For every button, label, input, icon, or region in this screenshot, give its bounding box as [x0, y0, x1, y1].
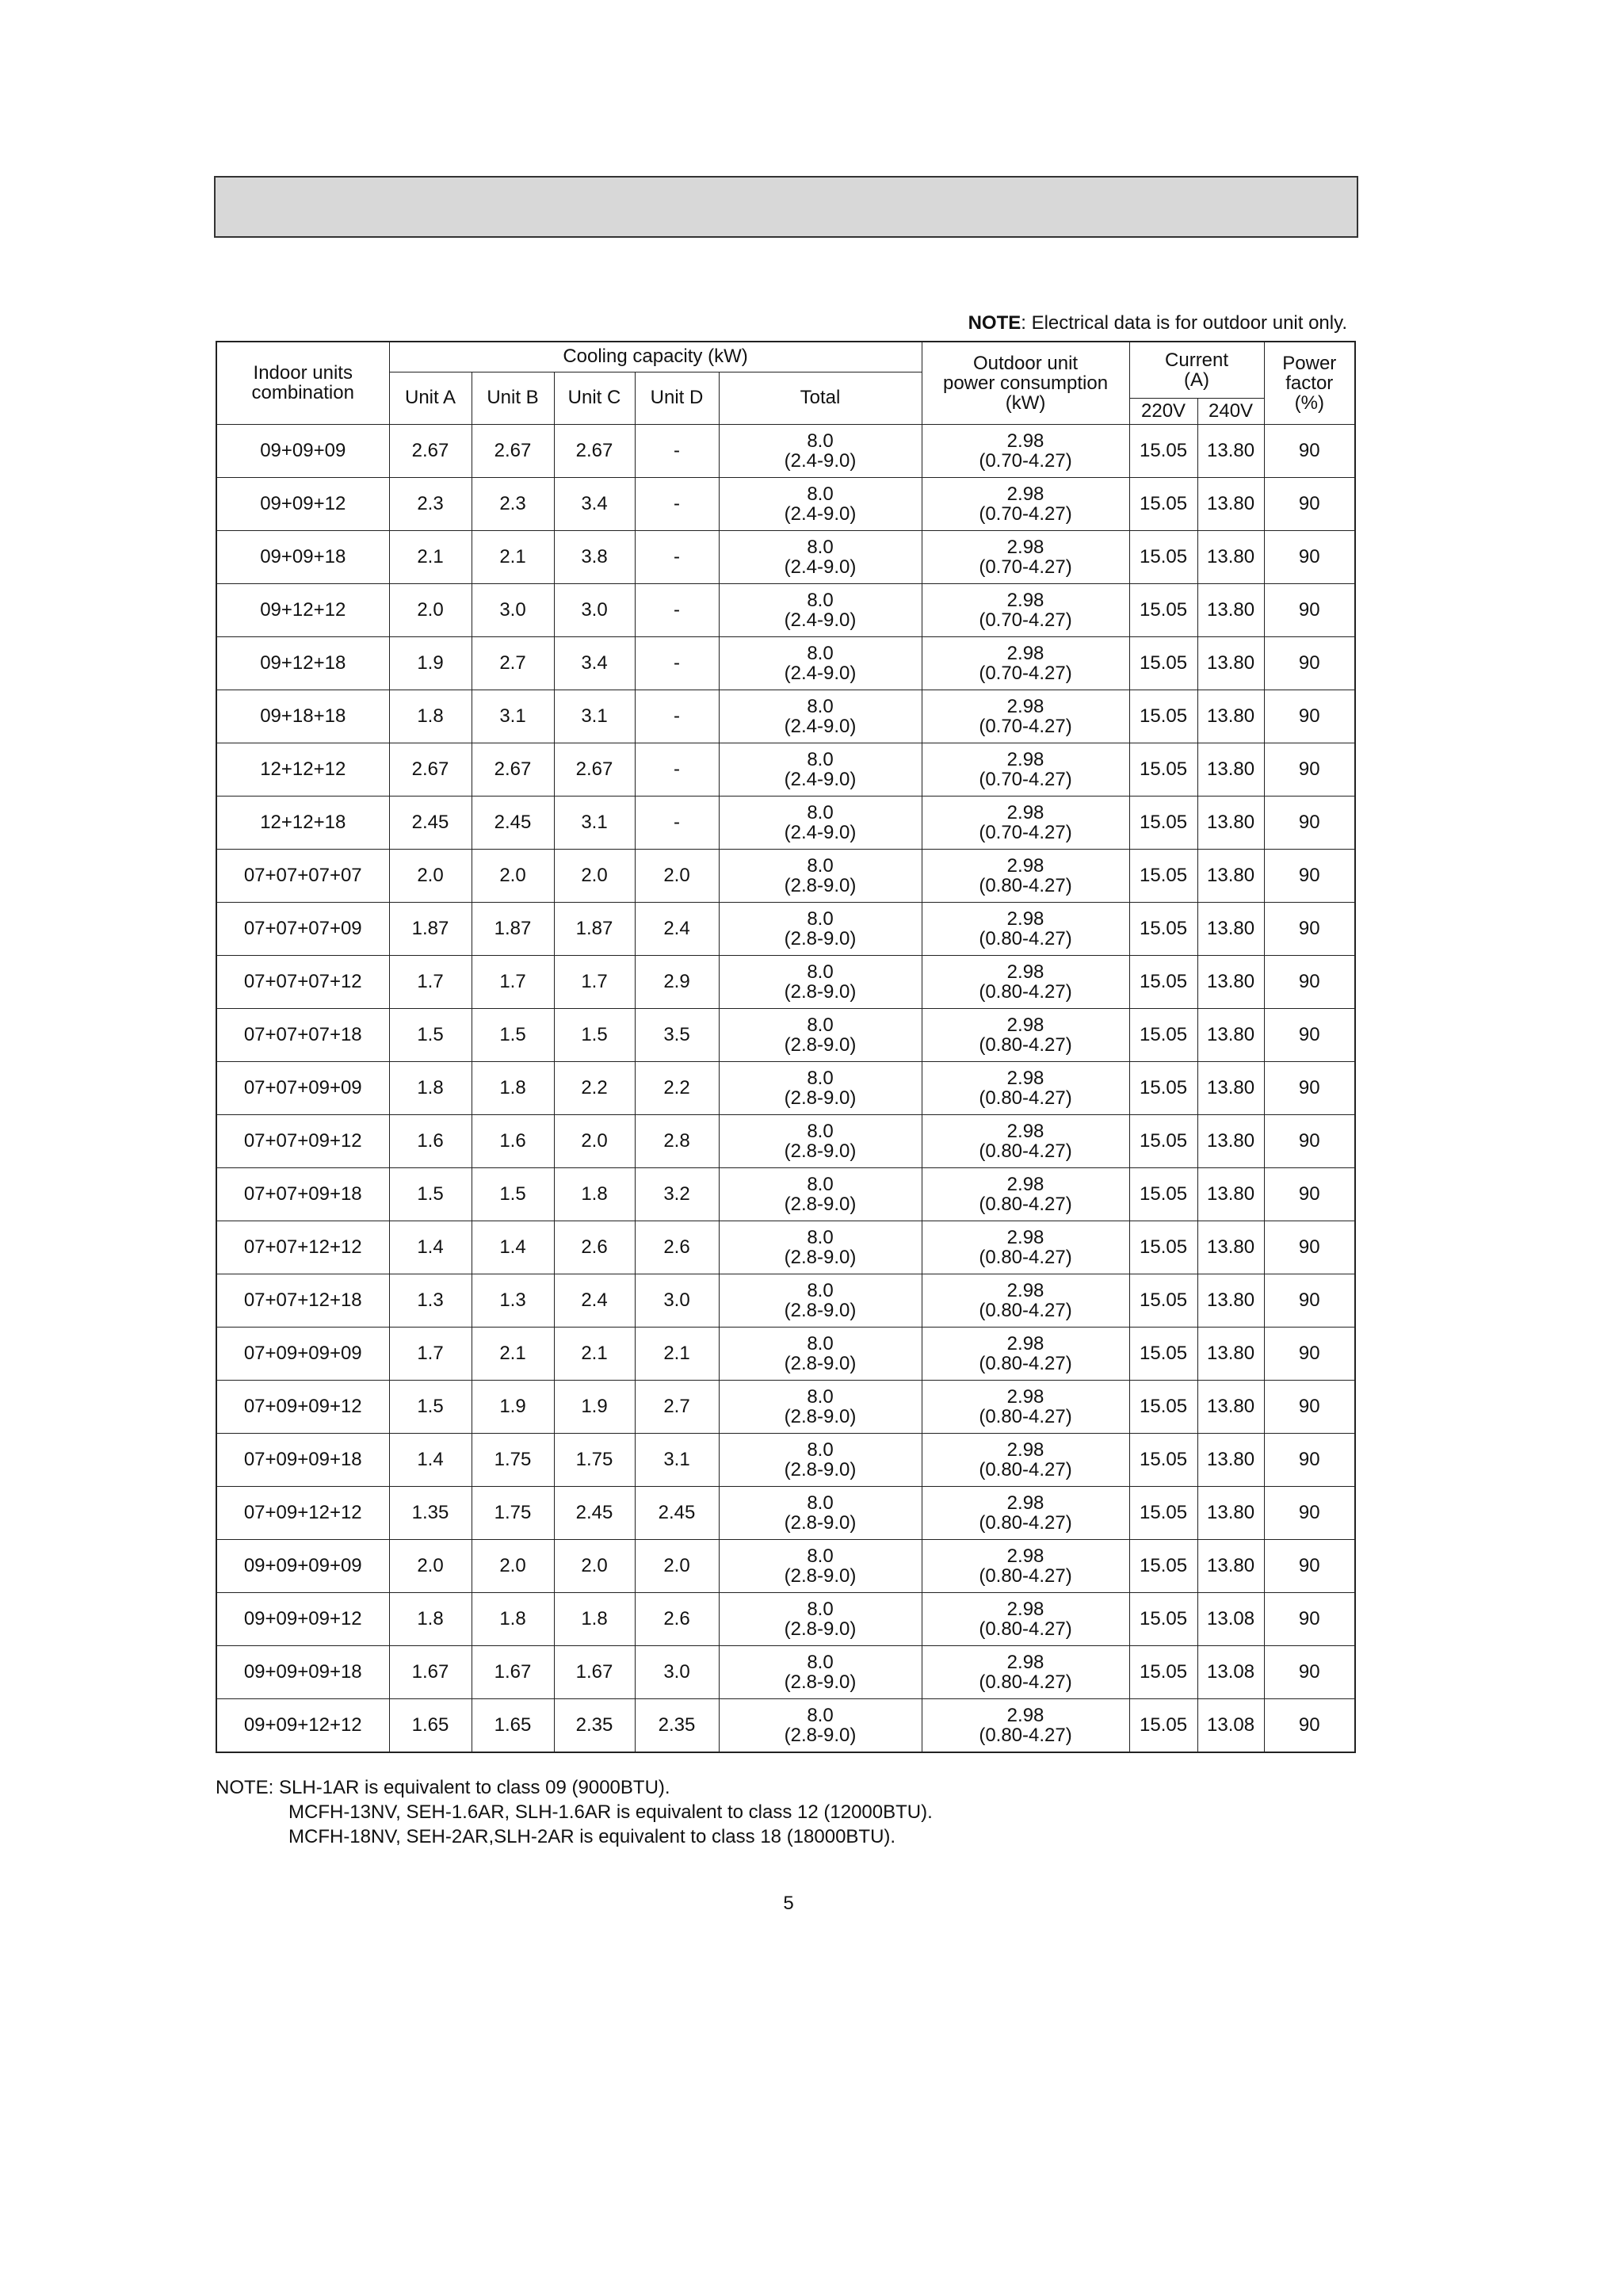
- note-line-1: NOTE: SLH-1AR is equivalent to class 09 (9000BTU).: [216, 1777, 670, 1798]
- cell-current-220v: 15.05: [1129, 1008, 1197, 1061]
- header-cooling-capacity: Cooling capacity (kW): [389, 342, 922, 372]
- cell-unit-c: 3.4: [554, 477, 635, 530]
- cell-unit-d: 2.4: [635, 902, 719, 955]
- cell-power-factor: 90: [1264, 1698, 1355, 1752]
- header-indoor-units: Indoor units combination: [216, 342, 389, 424]
- cell-combination: 07+07+07+12: [216, 955, 389, 1008]
- cell-current-220v: 15.05: [1129, 477, 1197, 530]
- table-row: [216, 477, 1355, 530]
- cell-total: 8.0 (2.4-9.0): [719, 583, 922, 636]
- header-outdoor-power: Outdoor unit power consumption (kW): [922, 342, 1129, 424]
- cell-power-factor: 90: [1264, 690, 1355, 743]
- cell-total: 8.0 (2.8-9.0): [719, 1645, 922, 1698]
- cell-unit-d: 2.7: [635, 1380, 719, 1433]
- table-row: [216, 1539, 1355, 1592]
- cell-current-240v: 13.80: [1197, 796, 1264, 849]
- cell-unit-b: 1.3: [472, 1274, 554, 1327]
- cell-combination: 09+09+12: [216, 477, 389, 530]
- cell-unit-a: 2.0: [389, 583, 472, 636]
- cell-combination: 09+12+12: [216, 583, 389, 636]
- header-current: Current (A): [1129, 342, 1264, 398]
- cell-power-factor: 90: [1264, 1274, 1355, 1327]
- cell-current-240v: 13.80: [1197, 1380, 1264, 1433]
- table-row: [216, 1221, 1355, 1274]
- cell-unit-d: -: [635, 796, 719, 849]
- cell-unit-c: 2.0: [554, 849, 635, 902]
- cell-power: 2.98 (0.80-4.27): [922, 1539, 1129, 1592]
- cell-unit-a: 2.67: [389, 743, 472, 796]
- header-total: Total: [719, 372, 922, 424]
- note-text: : Electrical data is for outdoor unit only.: [1021, 312, 1347, 334]
- cell-unit-a: 1.8: [389, 1592, 472, 1645]
- cell-combination: 12+12+12: [216, 743, 389, 796]
- cell-current-240v: 13.80: [1197, 1486, 1264, 1539]
- header-power-factor: Power factor (%): [1264, 342, 1355, 424]
- cell-power: 2.98 (0.80-4.27): [922, 1380, 1129, 1433]
- cell-total: 8.0 (2.4-9.0): [719, 530, 922, 583]
- cell-unit-a: 1.8: [389, 690, 472, 743]
- table-row: [216, 690, 1355, 743]
- cell-combination: 07+09+09+18: [216, 1433, 389, 1486]
- cell-power-factor: 90: [1264, 1380, 1355, 1433]
- table-row: [216, 1645, 1355, 1698]
- cell-total: 8.0 (2.8-9.0): [719, 1486, 922, 1539]
- cell-unit-c: 1.8: [554, 1167, 635, 1221]
- cell-unit-a: 1.67: [389, 1645, 472, 1698]
- header-unit-b: Unit B: [472, 372, 554, 424]
- cell-unit-d: 2.0: [635, 1539, 719, 1592]
- table-row: [216, 743, 1355, 796]
- cell-unit-b: 2.67: [472, 743, 554, 796]
- cell-unit-a: 2.67: [389, 424, 472, 477]
- cell-current-220v: 15.05: [1129, 583, 1197, 636]
- cell-current-220v: 15.05: [1129, 1698, 1197, 1752]
- cell-power-factor: 90: [1264, 636, 1355, 690]
- cell-total: 8.0 (2.4-9.0): [719, 424, 922, 477]
- cell-current-240v: 13.80: [1197, 955, 1264, 1008]
- cell-unit-a: 2.45: [389, 796, 472, 849]
- cell-power: 2.98 (0.70-4.27): [922, 477, 1129, 530]
- cell-unit-b: 1.5: [472, 1167, 554, 1221]
- cell-current-240v: 13.80: [1197, 530, 1264, 583]
- cell-unit-c: 2.6: [554, 1221, 635, 1274]
- cell-total: 8.0 (2.4-9.0): [719, 796, 922, 849]
- cell-unit-d: 3.5: [635, 1008, 719, 1061]
- cell-power: 2.98 (0.80-4.27): [922, 955, 1129, 1008]
- cell-power: 2.98 (0.80-4.27): [922, 1592, 1129, 1645]
- cell-current-220v: 15.05: [1129, 1274, 1197, 1327]
- cell-current-220v: 15.05: [1129, 743, 1197, 796]
- cell-power-factor: 90: [1264, 1645, 1355, 1698]
- cell-power-factor: 90: [1264, 1114, 1355, 1167]
- cell-current-240v: 13.08: [1197, 1698, 1264, 1752]
- cell-combination: 07+07+07+09: [216, 902, 389, 955]
- cell-unit-b: 2.3: [472, 477, 554, 530]
- cell-power-factor: 90: [1264, 1061, 1355, 1114]
- cell-total: 8.0 (2.8-9.0): [719, 1167, 922, 1221]
- cell-unit-b: 2.7: [472, 636, 554, 690]
- cell-unit-a: 1.3: [389, 1274, 472, 1327]
- cell-total: 8.0 (2.4-9.0): [719, 690, 922, 743]
- cell-current-240v: 13.08: [1197, 1592, 1264, 1645]
- cell-unit-a: 1.35: [389, 1486, 472, 1539]
- cell-unit-c: 3.4: [554, 636, 635, 690]
- cell-power: 2.98 (0.80-4.27): [922, 1114, 1129, 1167]
- table-row: [216, 424, 1355, 477]
- cell-unit-d: -: [635, 636, 719, 690]
- cell-current-240v: 13.80: [1197, 1167, 1264, 1221]
- cell-combination: 09+12+18: [216, 636, 389, 690]
- table-row: [216, 902, 1355, 955]
- page-number: 5: [783, 1893, 794, 1914]
- cell-unit-a: 1.9: [389, 636, 472, 690]
- cell-power: 2.98 (0.80-4.27): [922, 1698, 1129, 1752]
- cell-unit-d: 2.6: [635, 1592, 719, 1645]
- cell-unit-a: 1.8: [389, 1061, 472, 1114]
- cell-unit-c: 2.67: [554, 743, 635, 796]
- cell-current-220v: 15.05: [1129, 1061, 1197, 1114]
- cell-total: 8.0 (2.8-9.0): [719, 1274, 922, 1327]
- cell-power: 2.98 (0.80-4.27): [922, 849, 1129, 902]
- cell-combination: 07+09+09+12: [216, 1380, 389, 1433]
- cell-unit-d: 2.2: [635, 1061, 719, 1114]
- cell-unit-b: 1.5: [472, 1008, 554, 1061]
- cell-unit-c: 1.9: [554, 1380, 635, 1433]
- cell-unit-d: 2.1: [635, 1327, 719, 1380]
- cell-current-240v: 13.80: [1197, 902, 1264, 955]
- table-row: [216, 1274, 1355, 1327]
- cell-current-240v: 13.80: [1197, 477, 1264, 530]
- cell-current-220v: 15.05: [1129, 636, 1197, 690]
- cell-power: 2.98 (0.80-4.27): [922, 1274, 1129, 1327]
- cell-power-factor: 90: [1264, 1008, 1355, 1061]
- cell-current-240v: 13.80: [1197, 743, 1264, 796]
- cell-total: 8.0 (2.8-9.0): [719, 1592, 922, 1645]
- cell-power: 2.98 (0.80-4.27): [922, 1433, 1129, 1486]
- cell-power-factor: 90: [1264, 1167, 1355, 1221]
- cell-power-factor: 90: [1264, 1433, 1355, 1486]
- note-line-2: MCFH-13NV, SEH-1.6AR, SLH-1.6AR is equivalent to class 12 (12000BTU).: [288, 1801, 933, 1823]
- table-row: [216, 849, 1355, 902]
- cell-unit-b: 2.45: [472, 796, 554, 849]
- cell-unit-a: 2.0: [389, 849, 472, 902]
- cell-unit-a: 1.7: [389, 1327, 472, 1380]
- table-row: [216, 1061, 1355, 1114]
- cell-current-220v: 15.05: [1129, 424, 1197, 477]
- cell-total: 8.0 (2.8-9.0): [719, 1433, 922, 1486]
- cell-unit-b: 1.9: [472, 1380, 554, 1433]
- cell-unit-b: 1.6: [472, 1114, 554, 1167]
- table-row: [216, 1698, 1355, 1752]
- cell-combination: 09+09+18: [216, 530, 389, 583]
- cell-unit-c: 2.67: [554, 424, 635, 477]
- cell-unit-b: 2.1: [472, 1327, 554, 1380]
- cell-power-factor: 90: [1264, 796, 1355, 849]
- cell-power: 2.98 (0.80-4.27): [922, 902, 1129, 955]
- cell-current-220v: 15.05: [1129, 849, 1197, 902]
- cell-power: 2.98 (0.80-4.27): [922, 1167, 1129, 1221]
- cell-unit-c: 2.4: [554, 1274, 635, 1327]
- cell-unit-c: 3.0: [554, 583, 635, 636]
- cell-unit-c: 3.1: [554, 796, 635, 849]
- cell-current-220v: 15.05: [1129, 1592, 1197, 1645]
- cell-unit-b: 1.65: [472, 1698, 554, 1752]
- cell-power: 2.98 (0.80-4.27): [922, 1327, 1129, 1380]
- cell-unit-d: -: [635, 690, 719, 743]
- cell-current-240v: 13.80: [1197, 1433, 1264, 1486]
- cell-power-factor: 90: [1264, 743, 1355, 796]
- cell-combination: 07+07+12+12: [216, 1221, 389, 1274]
- cell-power: 2.98 (0.80-4.27): [922, 1008, 1129, 1061]
- cell-current-240v: 13.80: [1197, 1327, 1264, 1380]
- cell-current-220v: 15.05: [1129, 1114, 1197, 1167]
- cell-combination: 09+09+09+09: [216, 1539, 389, 1592]
- table-row: [216, 955, 1355, 1008]
- cell-power: 2.98 (0.80-4.27): [922, 1645, 1129, 1698]
- cell-current-240v: 13.80: [1197, 849, 1264, 902]
- cell-unit-d: 2.9: [635, 955, 719, 1008]
- cell-unit-d: -: [635, 530, 719, 583]
- cell-current-220v: 15.05: [1129, 902, 1197, 955]
- cell-current-220v: 15.05: [1129, 1221, 1197, 1274]
- cell-unit-b: 1.75: [472, 1433, 554, 1486]
- cell-current-240v: 13.80: [1197, 636, 1264, 690]
- cell-current-220v: 15.05: [1129, 955, 1197, 1008]
- table-row: [216, 1380, 1355, 1433]
- cell-combination: 12+12+18: [216, 796, 389, 849]
- cell-unit-a: 1.5: [389, 1008, 472, 1061]
- cell-unit-b: 2.67: [472, 424, 554, 477]
- cell-unit-d: 3.1: [635, 1433, 719, 1486]
- cell-combination: 07+09+09+09: [216, 1327, 389, 1380]
- table-row: [216, 1592, 1355, 1645]
- cell-total: 8.0 (2.8-9.0): [719, 1698, 922, 1752]
- cell-power-factor: 90: [1264, 477, 1355, 530]
- cell-total: 8.0 (2.8-9.0): [719, 1008, 922, 1061]
- cell-unit-b: 1.7: [472, 955, 554, 1008]
- cell-current-240v: 13.08: [1197, 1645, 1264, 1698]
- cell-total: 8.0 (2.8-9.0): [719, 1221, 922, 1274]
- cell-unit-c: 3.8: [554, 530, 635, 583]
- cell-unit-d: 2.45: [635, 1486, 719, 1539]
- cell-combination: 09+09+09: [216, 424, 389, 477]
- cell-unit-c: 1.5: [554, 1008, 635, 1061]
- cell-unit-a: 1.5: [389, 1380, 472, 1433]
- header-220v: 220V: [1129, 398, 1197, 424]
- cell-total: 8.0 (2.8-9.0): [719, 1114, 922, 1167]
- cell-power-factor: 90: [1264, 1592, 1355, 1645]
- cell-current-220v: 15.05: [1129, 1645, 1197, 1698]
- cell-unit-b: 1.75: [472, 1486, 554, 1539]
- cell-unit-c: 2.2: [554, 1061, 635, 1114]
- cell-current-220v: 15.05: [1129, 796, 1197, 849]
- cell-power-factor: 90: [1264, 1327, 1355, 1380]
- cell-current-220v: 15.05: [1129, 1327, 1197, 1380]
- cell-unit-a: 1.7: [389, 955, 472, 1008]
- cell-combination: 09+09+09+18: [216, 1645, 389, 1698]
- table-row: [216, 1433, 1355, 1486]
- table-row: [216, 636, 1355, 690]
- cell-current-240v: 13.80: [1197, 1539, 1264, 1592]
- cell-power: 2.98 (0.70-4.27): [922, 690, 1129, 743]
- cell-unit-d: 3.0: [635, 1645, 719, 1698]
- cell-unit-b: 3.0: [472, 583, 554, 636]
- cell-unit-a: 1.4: [389, 1433, 472, 1486]
- cell-combination: 07+07+12+18: [216, 1274, 389, 1327]
- cell-current-220v: 15.05: [1129, 1486, 1197, 1539]
- table-row: [216, 1486, 1355, 1539]
- section-header-bar: [214, 176, 1358, 238]
- cell-unit-d: 3.0: [635, 1274, 719, 1327]
- cell-unit-b: 3.1: [472, 690, 554, 743]
- cell-unit-c: 3.1: [554, 690, 635, 743]
- cell-power-factor: 90: [1264, 530, 1355, 583]
- cell-unit-b: 1.8: [472, 1061, 554, 1114]
- cell-unit-d: -: [635, 424, 719, 477]
- header-240v: 240V: [1197, 398, 1264, 424]
- cell-total: 8.0 (2.8-9.0): [719, 1327, 922, 1380]
- cell-unit-b: 2.0: [472, 1539, 554, 1592]
- cell-power: 2.98 (0.70-4.27): [922, 530, 1129, 583]
- cell-unit-b: 1.4: [472, 1221, 554, 1274]
- cell-power: 2.98 (0.70-4.27): [922, 424, 1129, 477]
- cell-unit-d: 2.35: [635, 1698, 719, 1752]
- cell-combination: 07+07+09+09: [216, 1061, 389, 1114]
- cell-combination: 07+07+07+18: [216, 1008, 389, 1061]
- cell-power: 2.98 (0.70-4.27): [922, 583, 1129, 636]
- cell-unit-d: 3.2: [635, 1167, 719, 1221]
- cell-unit-b: 2.1: [472, 530, 554, 583]
- cell-current-240v: 13.80: [1197, 1114, 1264, 1167]
- cell-combination: 09+09+09+12: [216, 1592, 389, 1645]
- cell-power: 2.98 (0.70-4.27): [922, 636, 1129, 690]
- cell-unit-c: 1.75: [554, 1433, 635, 1486]
- cell-power-factor: 90: [1264, 424, 1355, 477]
- cell-total: 8.0 (2.8-9.0): [719, 955, 922, 1008]
- cell-total: 8.0 (2.8-9.0): [719, 1061, 922, 1114]
- cell-current-220v: 15.05: [1129, 530, 1197, 583]
- cell-combination: 07+07+09+12: [216, 1114, 389, 1167]
- cell-unit-d: 2.0: [635, 849, 719, 902]
- cell-unit-c: 2.0: [554, 1114, 635, 1167]
- cell-power: 2.98 (0.70-4.27): [922, 743, 1129, 796]
- cell-unit-b: 1.87: [472, 902, 554, 955]
- cell-current-240v: 13.80: [1197, 1008, 1264, 1061]
- header-unit-a: Unit A: [389, 372, 472, 424]
- electrical-note: [792, 312, 1347, 334]
- cell-unit-d: 2.6: [635, 1221, 719, 1274]
- cell-unit-d: -: [635, 583, 719, 636]
- cell-unit-c: 1.67: [554, 1645, 635, 1698]
- header-unit-c: Unit C: [554, 372, 635, 424]
- cell-power-factor: 90: [1264, 1221, 1355, 1274]
- cell-total: 8.0 (2.4-9.0): [719, 477, 922, 530]
- cell-unit-a: 1.6: [389, 1114, 472, 1167]
- cell-unit-d: -: [635, 477, 719, 530]
- cell-current-220v: 15.05: [1129, 1539, 1197, 1592]
- note-label: NOTE: [968, 312, 1021, 334]
- cell-unit-a: 1.65: [389, 1698, 472, 1752]
- table-row: [216, 583, 1355, 636]
- cell-current-240v: 13.80: [1197, 424, 1264, 477]
- cell-current-240v: 13.80: [1197, 1061, 1264, 1114]
- cell-current-220v: 15.05: [1129, 1167, 1197, 1221]
- cell-combination: 09+18+18: [216, 690, 389, 743]
- cell-unit-c: 1.7: [554, 955, 635, 1008]
- cell-unit-a: 2.3: [389, 477, 472, 530]
- cell-current-220v: 15.05: [1129, 690, 1197, 743]
- cell-combination: 07+07+09+18: [216, 1167, 389, 1221]
- cell-power: 2.98 (0.80-4.27): [922, 1061, 1129, 1114]
- cell-unit-c: 2.45: [554, 1486, 635, 1539]
- cell-unit-b: 2.0: [472, 849, 554, 902]
- cell-unit-c: 2.35: [554, 1698, 635, 1752]
- cell-combination: 07+07+07+07: [216, 849, 389, 902]
- cell-current-220v: 15.05: [1129, 1433, 1197, 1486]
- cell-unit-c: 2.0: [554, 1539, 635, 1592]
- cell-power-factor: 90: [1264, 1486, 1355, 1539]
- cell-unit-c: 1.87: [554, 902, 635, 955]
- cell-unit-d: -: [635, 743, 719, 796]
- cell-total: 8.0 (2.8-9.0): [719, 902, 922, 955]
- header-unit-d: Unit D: [635, 372, 719, 424]
- cell-total: 8.0 (2.4-9.0): [719, 636, 922, 690]
- cell-unit-b: 1.67: [472, 1645, 554, 1698]
- cell-combination: 07+09+12+12: [216, 1486, 389, 1539]
- table-row: [216, 530, 1355, 583]
- cell-unit-a: 2.0: [389, 1539, 472, 1592]
- cell-unit-a: 1.87: [389, 902, 472, 955]
- cell-current-240v: 13.80: [1197, 583, 1264, 636]
- note-line-3: MCFH-18NV, SEH-2AR,SLH-2AR is equivalent to class 18 (18000BTU).: [288, 1826, 896, 1847]
- cell-power-factor: 90: [1264, 583, 1355, 636]
- cell-power: 2.98 (0.80-4.27): [922, 1486, 1129, 1539]
- cell-power-factor: 90: [1264, 955, 1355, 1008]
- cell-current-240v: 13.80: [1197, 1274, 1264, 1327]
- cell-unit-d: 2.8: [635, 1114, 719, 1167]
- cooling-capacity-table: [216, 341, 1356, 1753]
- cell-total: 8.0 (2.4-9.0): [719, 743, 922, 796]
- table-row: [216, 1008, 1355, 1061]
- cell-total: 8.0 (2.8-9.0): [719, 1380, 922, 1433]
- cell-current-240v: 13.80: [1197, 690, 1264, 743]
- cell-total: 8.0 (2.8-9.0): [719, 849, 922, 902]
- table-row: [216, 1114, 1355, 1167]
- cell-unit-c: 2.1: [554, 1327, 635, 1380]
- cell-power: 2.98 (0.70-4.27): [922, 796, 1129, 849]
- cell-unit-c: 1.8: [554, 1592, 635, 1645]
- cell-total: 8.0 (2.8-9.0): [719, 1539, 922, 1592]
- cell-unit-b: 1.8: [472, 1592, 554, 1645]
- cell-unit-a: 1.4: [389, 1221, 472, 1274]
- cell-power-factor: 90: [1264, 1539, 1355, 1592]
- cell-power: 2.98 (0.80-4.27): [922, 1221, 1129, 1274]
- cell-combination: 09+09+12+12: [216, 1698, 389, 1752]
- equivalence-notes: [216, 1775, 933, 1849]
- cell-unit-a: 1.5: [389, 1167, 472, 1221]
- table-row: [216, 1167, 1355, 1221]
- cell-power-factor: 90: [1264, 902, 1355, 955]
- cell-power-factor: 90: [1264, 849, 1355, 902]
- cell-current-240v: 13.80: [1197, 1221, 1264, 1274]
- cell-unit-a: 2.1: [389, 530, 472, 583]
- table-row: [216, 1327, 1355, 1380]
- cell-current-220v: 15.05: [1129, 1380, 1197, 1433]
- table-row: [216, 796, 1355, 849]
